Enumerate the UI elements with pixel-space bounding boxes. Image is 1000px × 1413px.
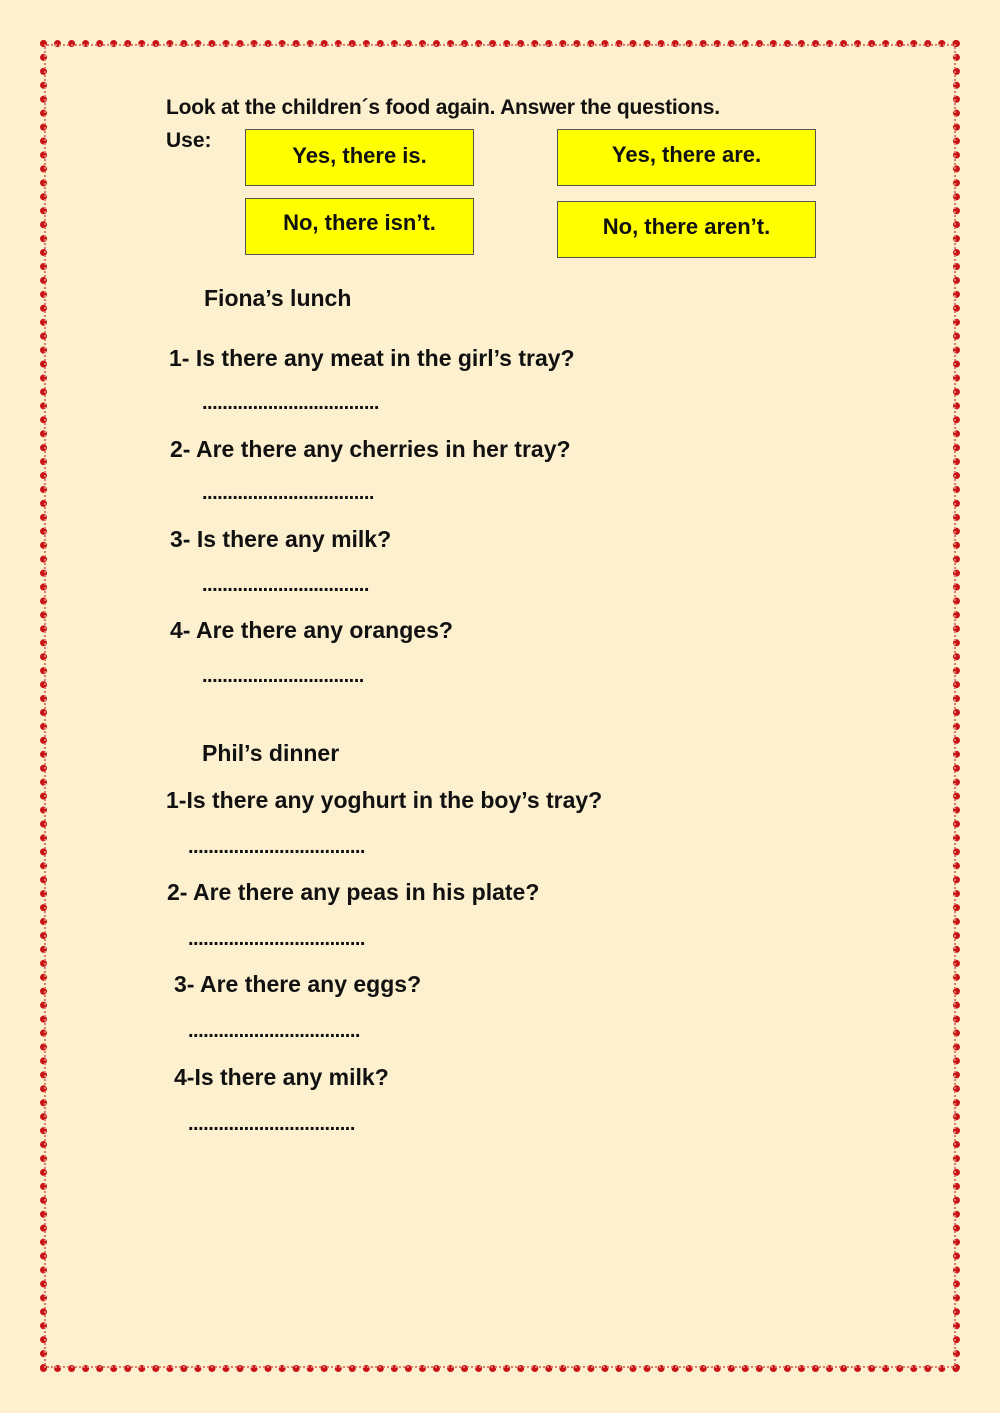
- section-title-fiona: Fiona’s lunch: [204, 285, 352, 311]
- instruction-text: Look at the children´s food again. Answer the questions.: [166, 96, 720, 119]
- phil-answer-3[interactable]: ..................................: [188, 1020, 360, 1042]
- phil-answer-2[interactable]: ...................................: [188, 928, 365, 950]
- phil-answer-4[interactable]: .................................: [188, 1113, 355, 1135]
- fiona-question-3: 3- Is there any milk?: [170, 526, 392, 552]
- phil-question-2: 2- Are there any peas in his plate?: [167, 879, 540, 905]
- fiona-answer-4[interactable]: ................................: [202, 665, 364, 687]
- fiona-answer-1[interactable]: ...................................: [202, 392, 379, 414]
- phil-question-4: 4-Is there any milk?: [174, 1064, 389, 1090]
- use-label: Use:: [166, 129, 212, 152]
- option-yes-there-are: Yes, there are.: [557, 129, 816, 186]
- fiona-question-2: 2- Are there any cherries in her tray?: [170, 436, 571, 462]
- phil-question-1: 1-Is there any yoghurt in the boy’s tray?: [166, 787, 603, 813]
- fiona-question-1: 1- Is there any meat in the girl’s tray?: [169, 345, 575, 371]
- fiona-answer-2[interactable]: ..................................: [202, 482, 374, 504]
- option-no-there-isnt: No, there isn’t.: [245, 198, 474, 255]
- fiona-answer-3[interactable]: .................................: [202, 574, 369, 596]
- page-border-inner: [44, 44, 956, 1368]
- option-yes-there-is: Yes, there is.: [245, 129, 474, 186]
- option-no-there-arent: No, there aren’t.: [557, 201, 816, 258]
- section-title-phil: Phil’s dinner: [202, 740, 340, 766]
- fiona-question-4: 4- Are there any oranges?: [170, 617, 453, 643]
- phil-question-3: 3- Are there any eggs?: [174, 971, 422, 997]
- phil-answer-1[interactable]: ...................................: [188, 836, 365, 858]
